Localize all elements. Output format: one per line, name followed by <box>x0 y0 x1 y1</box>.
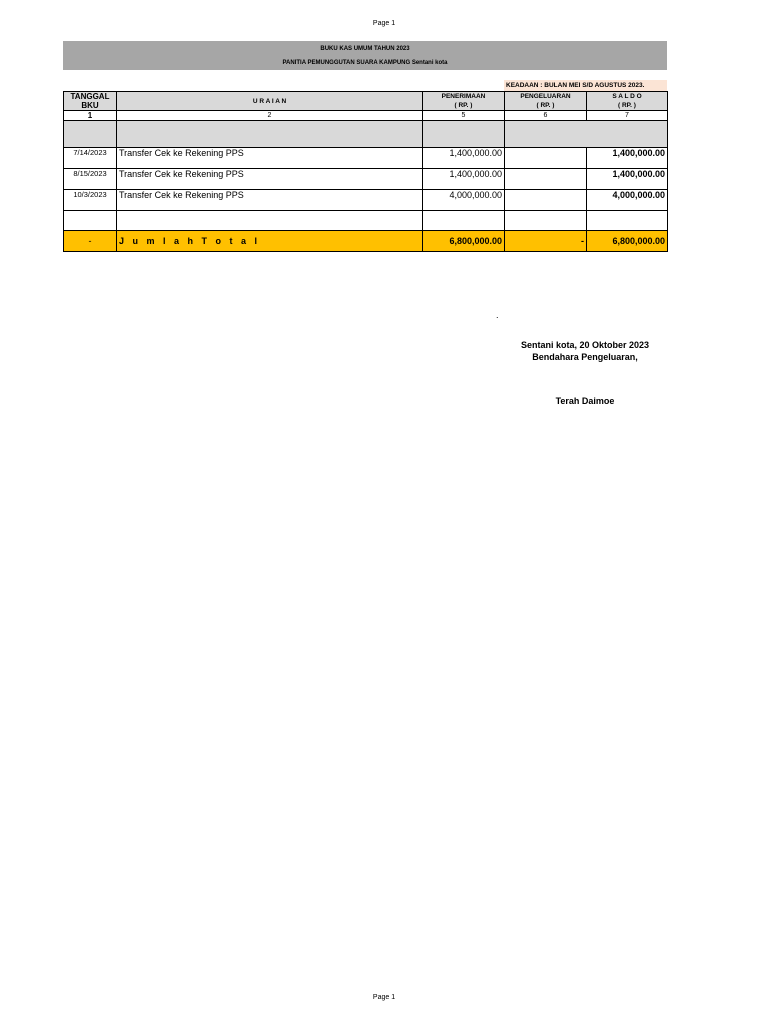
col-header-tanggal: TANGGAL BKU <box>64 92 117 111</box>
row-saldo: 4,000,000.00 <box>587 190 668 211</box>
blank-cell <box>117 121 423 148</box>
row-penerimaan: 4,000,000.00 <box>423 190 505 211</box>
row-date: 7/14/2023 <box>64 148 117 169</box>
table-row <box>64 169 668 190</box>
signature-role: Bendahara Pengeluaran, <box>532 352 638 362</box>
penerimaan-unit: ( RP. ) <box>454 102 473 109</box>
page-number-bottom: Page 1 <box>372 994 396 1001</box>
pengeluaran-unit: ( RP. ) <box>536 102 555 109</box>
col-number: 2 <box>117 111 423 121</box>
row-description: Transfer Cek ke Rekening PPS <box>117 190 423 211</box>
row-penerimaan: 1,400,000.00 <box>423 169 505 190</box>
saldo-unit: ( RP. ) <box>618 102 636 109</box>
signature-place-date: Sentani kota, 20 Oktober 2023 <box>520 340 650 350</box>
table-header-row <box>64 92 668 111</box>
total-pengeluaran: - <box>505 231 587 252</box>
blank-cell <box>587 211 668 231</box>
col-number: 6 <box>505 111 587 121</box>
total-dash: - <box>64 231 117 252</box>
col-header-uraian: U R A I A N <box>117 92 423 111</box>
total-row <box>64 231 668 252</box>
row-pengeluaran <box>505 169 587 190</box>
penerimaan-label: PENERIMAAN <box>441 93 486 100</box>
row-pengeluaran <box>505 190 587 211</box>
report-subtitle: PANITIA PEMUNGGUTAN SUARA KAMPUNG Sentani kota <box>282 60 448 66</box>
row-saldo: 1,400,000.00 <box>587 148 668 169</box>
signature-name: Terah Daimoe <box>555 396 615 406</box>
page-number-top: Page 1 <box>372 20 396 27</box>
cash-book-table <box>63 91 668 252</box>
col-header-penerimaan <box>423 92 505 111</box>
col-header-saldo <box>587 92 668 111</box>
row-penerimaan: 1,400,000.00 <box>423 148 505 169</box>
blank-cell <box>423 121 505 148</box>
dot-mark: . <box>496 310 499 320</box>
total-penerimaan: 6,800,000.00 <box>423 231 505 252</box>
empty-row <box>64 211 668 231</box>
saldo-label: S A L D O <box>612 93 642 100</box>
column-number-row <box>64 111 668 121</box>
row-date: 10/3/2023 <box>64 190 117 211</box>
keadaan-label: KEADAAN : BULAN MEI S/D AGUSTUS 2023. <box>504 80 667 91</box>
row-description: Transfer Cek ke Rekening PPS <box>117 169 423 190</box>
header-band <box>63 41 667 70</box>
row-description: Transfer Cek ke Rekening PPS <box>117 148 423 169</box>
blank-shaded-row <box>64 121 668 148</box>
col-number: 7 <box>587 111 668 121</box>
pengeluaran-label: PENGELUARAN <box>520 93 571 100</box>
row-date: 8/15/2023 <box>64 169 117 190</box>
blank-cell <box>505 211 587 231</box>
col-number: 1 <box>64 111 117 121</box>
col-number: 5 <box>423 111 505 121</box>
report-title: BUKU KAS UMUM TAHUN 2023 <box>320 46 410 52</box>
blank-cell <box>64 121 117 148</box>
total-saldo: 6,800,000.00 <box>587 231 668 252</box>
row-pengeluaran <box>505 148 587 169</box>
blank-cell <box>64 211 117 231</box>
blank-cell <box>117 211 423 231</box>
blank-cell <box>423 211 505 231</box>
total-label: J u m l a h T o t a l <box>117 231 423 252</box>
col-header-pengeluaran <box>505 92 587 111</box>
blank-cell <box>505 121 587 148</box>
row-saldo: 1,400,000.00 <box>587 169 668 190</box>
table-row <box>64 148 668 169</box>
blank-cell <box>587 121 668 148</box>
table-row <box>64 190 668 211</box>
